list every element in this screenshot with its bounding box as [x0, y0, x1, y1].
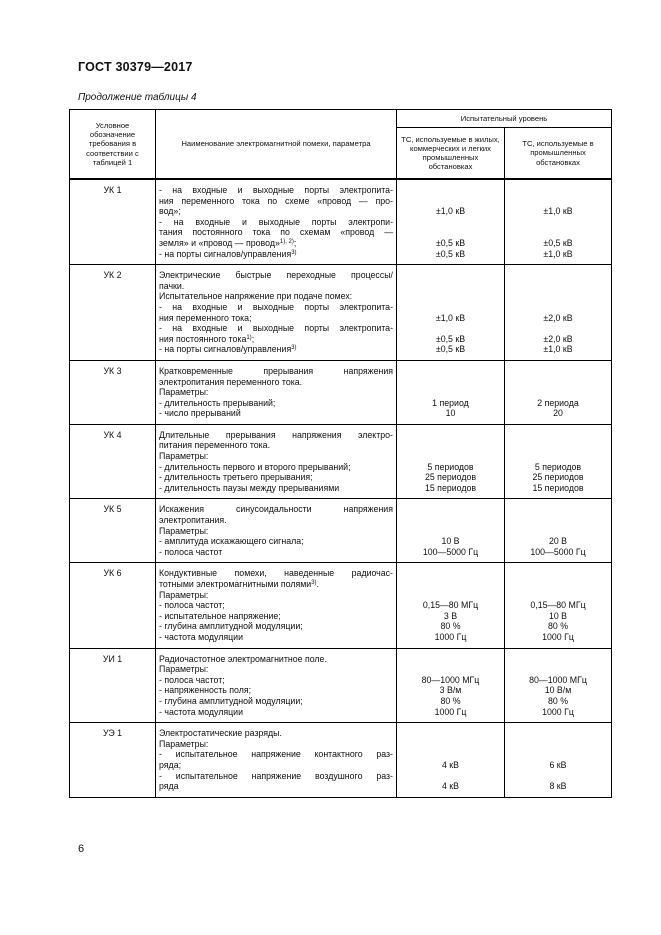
table-row [70, 499, 612, 563]
level-value: ±0,5 кВ [435, 237, 466, 248]
description-line: - длительность третьего прерывания; [159, 472, 313, 483]
level-residential [397, 265, 505, 361]
description-line: - испытательное напряжение воздушного раз- [159, 770, 393, 781]
level-value [400, 526, 501, 537]
description-line: Параметры: [159, 451, 209, 462]
level-value: 25 периодов [532, 472, 584, 483]
level-industrial [505, 360, 612, 424]
level-value [508, 568, 608, 579]
level-value [400, 323, 501, 334]
level-value: 20 В [548, 536, 568, 547]
description-line: Параметры: [159, 589, 209, 600]
description-line: электропитания. [159, 515, 227, 526]
level-value: 1000 Гц [434, 706, 467, 717]
level-value: ±1,0 кВ [435, 312, 466, 323]
level-value [508, 440, 608, 451]
level-value: 1000 Гц [542, 631, 574, 642]
level-value [508, 302, 608, 313]
level-value: 80 % [547, 695, 569, 706]
level-value: 10 В [441, 536, 460, 547]
description-line: - испытательное напряжение; [159, 610, 281, 621]
level-value [400, 440, 501, 451]
level-value: ±2,0 кВ [543, 312, 573, 323]
disturbance-description [156, 424, 397, 499]
description-line: - длительность первого и второго прерываний; [159, 461, 351, 472]
level-residential [397, 424, 505, 499]
description-line: - испытательное напряжение контактного раз- [159, 749, 393, 760]
level-value: 2 периода [537, 397, 579, 408]
level-value: 4 кВ [441, 781, 460, 792]
description-line: - число прерываний [159, 408, 241, 419]
description-line: - полоса частот [159, 546, 223, 557]
level-value [400, 504, 501, 515]
level-value: 0,15—80 МГц [422, 600, 479, 611]
level-value [400, 217, 501, 228]
level-value [400, 377, 501, 388]
description-line: ния переменного тока; [159, 312, 252, 323]
footnote-ref: 1) [246, 334, 252, 341]
level-value [508, 739, 608, 750]
level-value: 100—5000 Гц [530, 546, 586, 557]
document-code: ГОСТ 30379—2017 [78, 60, 193, 74]
level-value [508, 504, 608, 515]
level-value [400, 291, 501, 302]
level-value: ±1,0 кВ [543, 206, 573, 217]
description-line: пачки. [159, 280, 185, 291]
level-value: 5 периодов [534, 461, 582, 472]
footnote-ref: 3) [291, 249, 297, 256]
disturbance-description [156, 360, 397, 424]
level-value [400, 196, 501, 207]
description-line: Параметры: [159, 387, 209, 398]
description-line: - на порты сигналов/управления$^{3)}$ [159, 248, 297, 259]
requirement-code: УК 3 [70, 360, 156, 424]
level-value: 15 периодов [424, 482, 477, 493]
level-value [400, 270, 501, 281]
footnote-ref: 3) [291, 345, 297, 352]
column-header-test-level: Испытательный уровень [397, 110, 612, 128]
level-value [400, 430, 501, 441]
description-line: - длительность прерываний; [159, 397, 276, 408]
level-value [400, 281, 501, 292]
description-line: питания переменного тока. [159, 440, 271, 451]
level-value [508, 749, 608, 760]
level-value: 80 % [440, 621, 461, 632]
level-value: ±2,0 кВ [543, 333, 573, 344]
level-value: 0,15—80 МГц [530, 600, 586, 611]
level-value [400, 185, 501, 196]
description-line: Радиочастотное электромагнитное поле. [159, 653, 327, 664]
description-line: - на входные и выходные порты электропита- [159, 301, 393, 312]
level-value [508, 515, 608, 526]
description-line: ряда; [159, 759, 182, 770]
requirement-code: УК 4 [70, 424, 156, 499]
footnote-ref: 1), 2) [279, 238, 294, 245]
level-value [400, 568, 501, 579]
requirement-code: УК 2 [70, 265, 156, 361]
table-row [70, 563, 612, 648]
description-line: - полоса частот; [159, 600, 225, 611]
level-value: 20 [553, 408, 563, 419]
description-line: - полоса частот; [159, 674, 225, 685]
level-industrial [505, 499, 612, 563]
level-value [400, 302, 501, 313]
level-industrial [505, 563, 612, 648]
requirement-code: УК 6 [70, 563, 156, 648]
level-residential [397, 499, 505, 563]
level-value: 100—5000 Гц [422, 546, 479, 557]
level-value [508, 366, 608, 377]
level-value [508, 771, 608, 782]
description-line: - глубина амплитудной модуляции; [159, 621, 303, 632]
column-header-name: Наименование электромагнитной помехи, параметра [156, 110, 397, 179]
level-industrial [505, 180, 612, 265]
level-value [400, 387, 501, 398]
description-line: - длительность паузы между прерываниями [159, 482, 340, 493]
description-line: Электростатические разряды. [159, 728, 282, 739]
description-line: - частота модуляции [159, 631, 243, 642]
table-row [70, 648, 612, 723]
level-value [508, 270, 608, 281]
table-row [70, 424, 612, 499]
column-header-code: Условное обозначение требования в соответствии с таблицей 1 [70, 110, 156, 179]
level-value [508, 196, 608, 207]
level-value [400, 590, 501, 601]
description-line: тотными электромагнитными полями$^{3)}$. [159, 579, 319, 589]
level-value [400, 664, 501, 675]
disturbance-description [156, 723, 397, 798]
description-line: тания постоянного тока по схемам «провод — [159, 227, 393, 238]
description-line: - на входные и выходные порты электропи- [159, 216, 393, 227]
level-value: 10 [445, 408, 456, 419]
level-value: 80—1000 МГц [529, 674, 587, 685]
description-line: - на входные и выходные порты электропита- [159, 323, 393, 334]
level-value [508, 664, 608, 675]
level-value [508, 590, 608, 601]
level-residential [397, 180, 505, 265]
requirement-code: УК 1 [70, 180, 156, 265]
level-value [400, 579, 501, 590]
disturbance-description [156, 180, 397, 265]
level-value [400, 654, 501, 665]
description-line: Длительные прерывания напряжения электро- [159, 429, 393, 440]
level-value [508, 281, 608, 292]
level-value: ±1,0 кВ [543, 344, 573, 355]
level-value: 80—1000 МГц [421, 674, 480, 685]
level-value [400, 771, 501, 782]
disturbance-description [156, 265, 397, 361]
level-value: 25 периодов [424, 472, 477, 483]
level-value [400, 728, 501, 739]
level-value: 10 В [548, 610, 568, 621]
level-value: ±0,5 кВ [543, 237, 573, 248]
level-value [508, 387, 608, 398]
level-value: 8 кВ [549, 781, 567, 792]
level-value: 1000 Гц [434, 631, 467, 642]
level-value: 80 % [547, 621, 569, 632]
description-line: Кратковременные прерывания напряжения [159, 365, 393, 376]
disturbance-description [156, 648, 397, 723]
description-line: - на входные и выходные порты электропита- [159, 185, 393, 195]
level-value: 6 кВ [549, 759, 567, 770]
level-value [508, 323, 608, 334]
level-residential [397, 723, 505, 798]
requirement-code: УИ 1 [70, 648, 156, 723]
description-line: Параметры: [159, 525, 209, 536]
description-line: Искажения синусоидальности напряжения [159, 504, 393, 515]
requirement-code: УЭ 1 [70, 723, 156, 798]
table-row [70, 723, 612, 798]
level-value: 3 В [443, 610, 458, 621]
level-value [508, 654, 608, 665]
level-value: ±0,5 кВ [435, 248, 466, 259]
level-value: ±1,0 кВ [435, 206, 466, 217]
level-value: 10 В/м [544, 685, 572, 696]
level-industrial [505, 723, 612, 798]
level-value: 80 % [440, 695, 461, 706]
level-value [508, 227, 608, 238]
description-line: электропитания переменного тока. [159, 376, 303, 387]
level-value: ±1,0 кВ [543, 248, 573, 259]
description-line: ряда [159, 781, 179, 792]
level-value [508, 291, 608, 302]
description-line: - амплитуда искажающего сигнала; [159, 536, 304, 547]
disturbance-description [156, 563, 397, 648]
level-value: 1 период [432, 397, 469, 408]
level-value [400, 749, 501, 760]
description-line: вод»; [159, 206, 181, 217]
level-value [400, 227, 501, 238]
description-line: - напряженность поля; [159, 685, 252, 696]
table-row [70, 180, 612, 265]
level-value: ±0,5 кВ [435, 333, 466, 344]
level-value: 4 кВ [441, 759, 460, 770]
level-value: 3 В/м [439, 685, 462, 696]
description-line: - на порты сигналов/управления$^{3)}$ [159, 344, 297, 355]
level-value: 1000 Гц [542, 706, 574, 717]
emc-test-levels-table [69, 109, 612, 798]
level-value [508, 579, 608, 590]
disturbance-description [156, 499, 397, 563]
page-number: 6 [78, 843, 85, 855]
description-line: - частота модуляции [159, 706, 243, 717]
footnote-ref: 3) [311, 580, 317, 586]
level-value [400, 739, 501, 750]
description-line: Параметры: [159, 664, 209, 675]
description-line: Испытательное напряжение при подаче помех: [159, 291, 353, 302]
column-header-residential: ТС, используемые в жилых, коммерческих и легких промышленных обстановках [397, 128, 505, 179]
level-industrial [505, 648, 612, 723]
level-value: 15 периодов [532, 482, 584, 493]
level-value [400, 515, 501, 526]
level-value: ±0,5 кВ [435, 344, 466, 355]
level-value [400, 451, 501, 462]
level-value [508, 217, 608, 228]
column-header-industrial: ТС, используемые в промышленных обстановках [505, 128, 612, 179]
level-value: 5 периодов [427, 461, 474, 472]
description-line: Параметры: [159, 738, 209, 749]
table-row [70, 360, 612, 424]
description-line: ния переменного тока по схеме «провод — про- [159, 195, 393, 206]
table-caption: Продолжение таблицы 4 [78, 92, 197, 103]
level-value [508, 430, 608, 441]
description-line: ния постоянного тока$^{1)}$; [159, 333, 255, 344]
description-line: Электрические быстрые переходные процессы/ [159, 270, 393, 281]
level-value [508, 377, 608, 388]
requirement-code: УК 5 [70, 499, 156, 563]
level-value [508, 526, 608, 537]
level-value [400, 366, 501, 377]
level-industrial [505, 424, 612, 499]
level-residential [397, 360, 505, 424]
level-residential [397, 648, 505, 723]
level-industrial [505, 265, 612, 361]
level-value [508, 185, 608, 196]
level-value [508, 728, 608, 739]
level-residential [397, 563, 505, 648]
level-value [508, 451, 608, 462]
description-line: земля» и «провод — провод»$^{1), 2)}$; [159, 237, 297, 248]
description-line: Кондуктивные помехи, наведенные радиочас- [159, 568, 393, 579]
table-row [70, 265, 612, 361]
description-line: - глубина амплитудной модуляции; [159, 695, 303, 706]
